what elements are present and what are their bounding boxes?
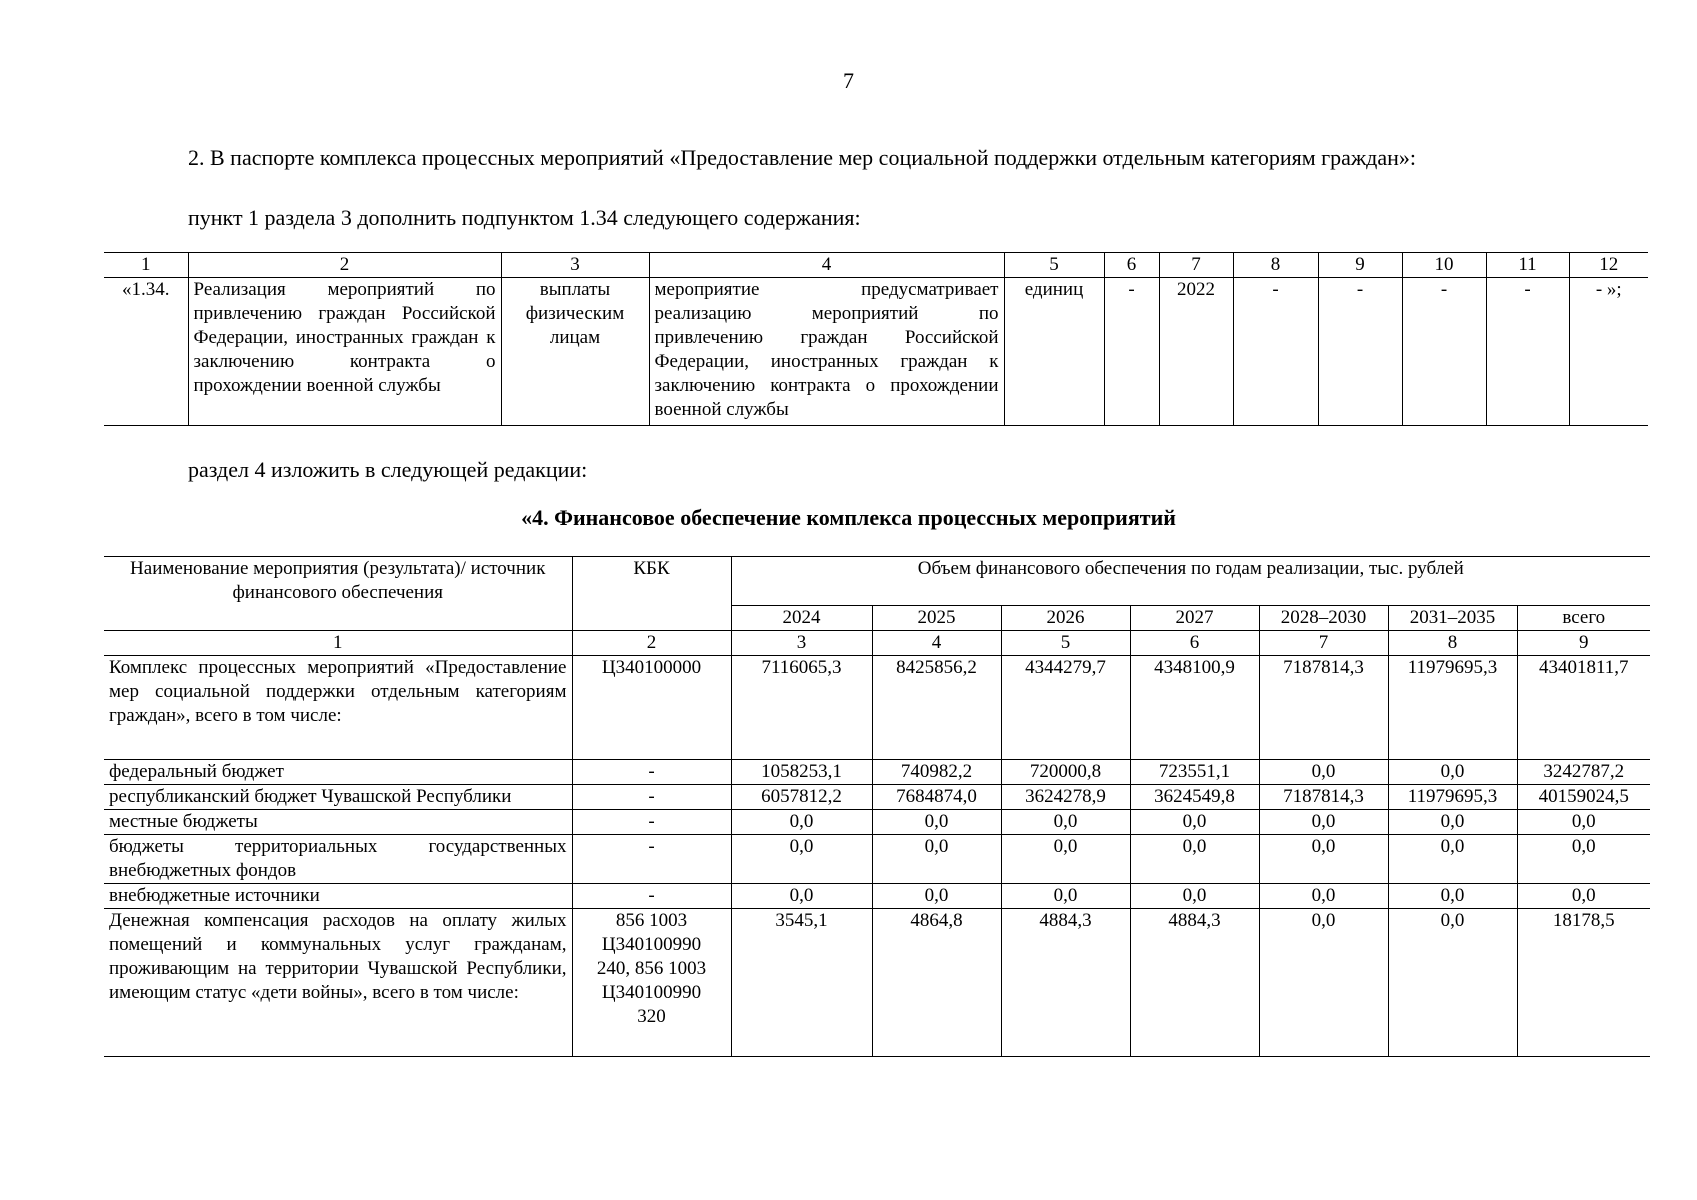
table2-colnum: 6 [1130,631,1259,656]
row-value: 0,0 [872,835,1001,884]
row-value: 11979695,3 [1388,656,1517,760]
financing-table [104,556,1650,1057]
row-value: 0,0 [872,884,1001,909]
table1-cell-type: выплаты физическим лицам [501,278,649,426]
table2-colnum: 1 [104,631,572,656]
table1-cell: - »; [1569,278,1648,426]
row-value: 11979695,3 [1388,785,1517,810]
table2-header-name: Наименование мероприятия (результата)/ источник финансового обеспечения [104,557,572,631]
table2-header-row [104,557,1650,606]
table1-cell-number: «1.34. [104,278,188,426]
row-value: 0,0 [1259,760,1388,785]
row-value: 0,0 [731,810,872,835]
table-row [104,656,1650,760]
table2-colnum: 8 [1388,631,1517,656]
row-name: бюджеты территориальных государственных внебюджетных фондов [104,835,572,884]
table1-row [104,278,1648,426]
row-value-total: 0,0 [1517,835,1650,884]
row-value: 0,0 [1388,760,1517,785]
row-value: 7116065,3 [731,656,872,760]
table2-header-kbk: КБК [572,557,731,631]
table2-year: 2028–2030 [1259,606,1388,631]
table2-colnum: 7 [1259,631,1388,656]
row-value: 4344279,7 [1001,656,1130,760]
row-value: 0,0 [1388,909,1517,1057]
paragraph-amendment-intro: 2. В паспорте комплекса процессных мероприятий «Предоставление мер социальной поддержки отдельным категориям граждан»: [188,145,1416,170]
row-value: 7684874,0 [872,785,1001,810]
table2-year: 2031–2035 [1388,606,1517,631]
row-kbk: - [572,884,731,909]
row-kbk: 856 1003 Ц340100990 240, 856 1003 Ц340100990 320 [572,909,731,1057]
row-value-total: 43401811,7 [1517,656,1650,760]
row-value: 0,0 [872,810,1001,835]
row-name: Денежная компенсация расходов на оплату жилых помещений и коммунальных услуг гражданам, проживающим на территории Чувашской Республики, имеющим статус «дети войны», всего в том числе: [104,909,572,1057]
table2-colnum-row [104,631,1650,656]
row-value: 0,0 [1388,884,1517,909]
table2-colnum: 5 [1001,631,1130,656]
table1-header-cell: 11 [1486,253,1569,278]
table-row [104,884,1650,909]
row-value: 3624549,8 [1130,785,1259,810]
table2-colnum: 4 [872,631,1001,656]
table1-header-cell: 2 [188,253,501,278]
row-value: 0,0 [1130,884,1259,909]
row-value: 740982,2 [872,760,1001,785]
row-value-total: 3242787,2 [1517,760,1650,785]
row-value: 0,0 [1388,835,1517,884]
table2-year: 2027 [1130,606,1259,631]
table1-header-row [104,253,1648,278]
row-kbk: - [572,810,731,835]
table2-year: 2024 [731,606,872,631]
table2-colnum: 9 [1517,631,1650,656]
table-row [104,835,1650,884]
table1-cell: - [1318,278,1402,426]
row-name: внебюджетные источники [104,884,572,909]
table1-cell-description: мероприятие предусматривает реализацию мероприятий по привлечению граждан Российской Федерации, иностранных граждан к заключению контракта о прохождении военной службы [649,278,1004,426]
row-value: 1058253,1 [731,760,872,785]
row-value: 3545,1 [731,909,872,1057]
row-name: федеральный бюджет [104,760,572,785]
table1-header-cell: 4 [649,253,1004,278]
table1-cell: - [1233,278,1318,426]
row-value: 7187814,3 [1259,656,1388,760]
row-value: 720000,8 [1001,760,1130,785]
table1-header-cell: 9 [1318,253,1402,278]
table1-cell: - [1402,278,1486,426]
table1-cell-year: 2022 [1159,278,1233,426]
row-value: 4884,3 [1001,909,1130,1057]
table-row [104,909,1650,1057]
section-title: «4. Финансовое обеспечение комплекса процессных мероприятий [521,505,1176,530]
row-kbk: - [572,760,731,785]
row-name: местные бюджеты [104,810,572,835]
row-value: 0,0 [1001,835,1130,884]
row-value: 0,0 [1001,884,1130,909]
row-kbk: - [572,785,731,810]
table2-year: 2025 [872,606,1001,631]
table1-cell: - [1486,278,1569,426]
table2-year: 2026 [1001,606,1130,631]
row-value: 0,0 [731,835,872,884]
table1-header-cell: 7 [1159,253,1233,278]
row-value-total: 18178,5 [1517,909,1650,1057]
row-value: 0,0 [1259,909,1388,1057]
row-name: Комплекс процессных мероприятий «Предоставление мер социальной поддержки отдельным категориям граждан», всего в том числе: [104,656,572,760]
table1-header-cell: 3 [501,253,649,278]
row-value: 0,0 [1388,810,1517,835]
table2-colnum: 3 [731,631,872,656]
table-row [104,810,1650,835]
row-kbk: - [572,835,731,884]
row-value: 8425856,2 [872,656,1001,760]
table1-header-cell: 12 [1569,253,1648,278]
subclause-table [104,252,1648,426]
row-value-total: 0,0 [1517,810,1650,835]
paragraph-section-4: раздел 4 изложить в следующей редакции: [188,457,588,482]
row-value: 6057812,2 [731,785,872,810]
table-row [104,785,1650,810]
row-kbk: Ц340100000 [572,656,731,760]
table2-year-total: всего [1517,606,1650,631]
row-value: 723551,1 [1130,760,1259,785]
table2-header-volume: Объем финансового обеспечения по годам реализации, тыс. рублей [731,557,1650,606]
row-value: 3624278,9 [1001,785,1130,810]
page-number: 7 [843,68,854,93]
row-value: 4348100,9 [1130,656,1259,760]
row-value: 0,0 [1130,835,1259,884]
table2-colnum: 2 [572,631,731,656]
paragraph-subclause: пункт 1 раздела 3 дополнить подпунктом 1.34 следующего содержания: [188,205,861,230]
row-value: 0,0 [1259,835,1388,884]
table1-header-cell: 8 [1233,253,1318,278]
row-value-total: 40159024,5 [1517,785,1650,810]
row-value: 0,0 [1001,810,1130,835]
table1-cell-unit: единиц [1004,278,1104,426]
table1-cell-name: Реализация мероприятий по привлечению граждан Российской Федерации, иностранных граждан к заключению контракта о прохождении военной службы [188,278,501,426]
row-value: 0,0 [1259,810,1388,835]
row-value: 4884,3 [1130,909,1259,1057]
table-row [104,760,1650,785]
table1-cell: - [1104,278,1159,426]
row-value: 0,0 [1130,810,1259,835]
row-value: 0,0 [1259,884,1388,909]
table1-header-cell: 10 [1402,253,1486,278]
table1-header-cell: 6 [1104,253,1159,278]
row-value-total: 0,0 [1517,884,1650,909]
row-name: республиканский бюджет Чувашской Республики [104,785,572,810]
table1-header-cell: 1 [104,253,188,278]
row-value: 4864,8 [872,909,1001,1057]
row-value: 0,0 [731,884,872,909]
row-value: 7187814,3 [1259,785,1388,810]
table1-header-cell: 5 [1004,253,1104,278]
